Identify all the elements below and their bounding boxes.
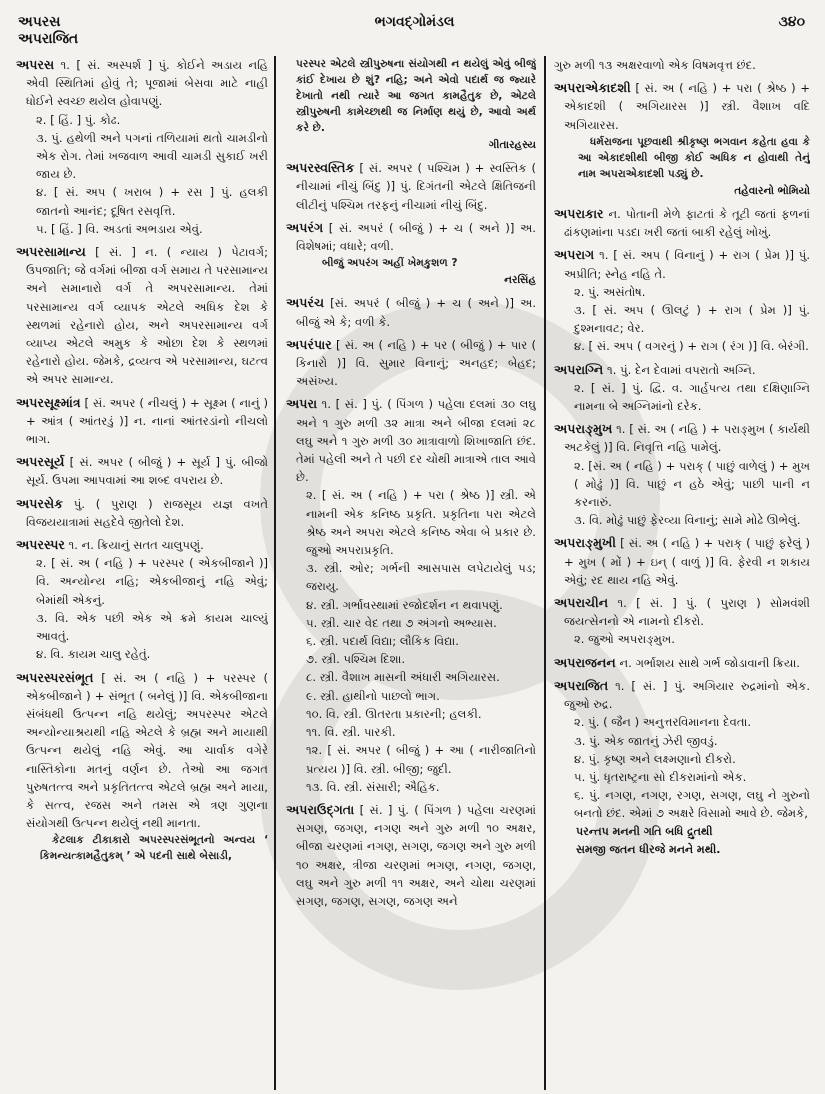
sense-text: ૪. [ સં. અપ ( વગરનું ) + રાગ ( રંગ )] વિ. બેરંગી. [574, 339, 809, 354]
sense-text: ૧. ન. ક્રિયાનું સતત ચાલુપણું. [68, 538, 204, 553]
headword: અપરંપાર [286, 336, 332, 352]
sense-text: ૩. [ સં. અપ ( ઊલટું ) + રાગ ( પ્રેમ )] પું. દુશ્મનાવટ; વેર. [574, 303, 810, 336]
dictionary-entry [16, 56, 268, 238]
headword: અપરાઙ્મુખી [554, 535, 616, 551]
headword: અપરંચ [286, 295, 325, 311]
sense-text: ૧૧. વિ. સ્ત્રી. પારકી. [306, 725, 396, 740]
headword: અપરાઉદ્ગતા [286, 801, 355, 817]
dictionary-entry [16, 243, 268, 389]
dictionary-entry [554, 594, 810, 649]
column-1 [16, 56, 268, 1090]
dictionary-entry [16, 394, 268, 449]
headword: અપરસામાન્ય [16, 244, 86, 260]
guide-word-first: અપરસ [18, 14, 61, 30]
sense-text: ૪. સ્ત્રી. ગર્ભાવસ્થામાં રજોદર્શન ન થવાપણું. [306, 597, 503, 612]
sense-text: ૯. સ્ત્રી. હાથીનો પાછલો ભાગ. [306, 688, 440, 703]
headword: અપરાચીન [554, 595, 609, 611]
sense-text: ૧૩. વિ. સ્ત્રી. સંસારી; ઐહિક. [306, 779, 440, 794]
headword: અપરસ્વસ્તિક [286, 160, 355, 176]
sense-text: [ સં. અ ( નહિ ) + પર ( બીજું ) + પાર ( કિનારો )] વિ. સુમાર વિનાનું; અનહદ; બેહદ; અસંખ્ય. [296, 337, 536, 389]
sense-text: ૨. [સં. અ ( નહિ ) + પરાક્ ( પાછું વાળેલું ) + મુખ ( મોઢું )] વિ. પાછું ન હઠે એવું; પાછી પાની ન કરનારું. [574, 458, 810, 510]
headword: અપરસ્પરસંભૂત [16, 669, 94, 685]
sense-text: ૭. સ્ત્રી. પશ્ચિમ દિશા. [306, 652, 406, 667]
sense-text: ૩. પું. એક જાતનું ઝેરી જીવડું. [574, 733, 718, 748]
sense-text: ૪. વિ. કાયમ ચાલુ રહેતું. [36, 647, 151, 662]
sense-text: ૨. જુઓ અપરાઙ્મુખ. [574, 632, 675, 647]
poem-line: પરન્તપ મનની ગતિ બધિ દ્રુતથી [576, 824, 713, 838]
sense-text: ૨. [ સં. અ ( નહિ ) + પરસ્પર ( એકબીજાને )] વિ. અન્યોન્ય નહિ; એકબીજાનું નહિ એવું; બેમાંથી એકનું. [36, 556, 268, 607]
sense-text: ૧. [ સં. ] પું. ( પુરાણ ) સોમવંશી જયત્સેનનો એ નામનો દીકરો. [564, 596, 810, 629]
column-3 [554, 56, 810, 1090]
sense-text: ૮. સ્ત્રી. વૈશાખ માસની અંધારી અગિયારસ. [306, 670, 500, 685]
column-divider [544, 56, 546, 1090]
sense-text: ૨. પું. ( જૈન ) અનુત્તરવિમાનના દેવતા. [574, 715, 752, 730]
sense-text: [ સં. અપર ( બીજું ) + સૂર્ય ] પું. બીજો સૂર્ય. ઉપમા આપવામાં આ શબ્દ વપરાય છે. [26, 455, 268, 488]
dictionary-entry [554, 79, 810, 200]
citation-quote: કેટલાક ટીકાકારો અપરસ્પરસંભૂતનો અન્વય ‘ કિમન્યત્કામહૈતુકમ્ ’ એ પદની સાથે બેસાડી, [40, 834, 268, 863]
guide-word-last: અપરાજિત [18, 31, 79, 47]
dictionary-entry [16, 495, 268, 531]
headword: અપરસ્પર [16, 537, 65, 553]
headword: અપરસ [16, 57, 55, 72]
dictionary-entry [554, 654, 810, 672]
sense-text: ૧૨. [ સં. અપર ( બીજું ) + આ ( નારીજાતિનો પ્રત્યય )] વિ. સ્ત્રી. બીજી; જુદી. [306, 743, 536, 776]
dictionary-entry [286, 801, 536, 910]
sense-text: ૨. [ સં. અ ( નહિ ) + પરા ( શ્રેષ્ઠ )] સ્ત્રી. એ નામની એક કનિષ્ઠ પ્રકૃતિ. પ્રકૃતિના પરા એટલે શ્રેષ્ઠ અને અપરા એટલે કનિષ્ઠ એવા બે પ્રકાર છે. જુઓ અપરાપ્રકૃતિ. [306, 488, 536, 558]
sense-text: [ સં. અપર ( નીચલું ) + સૂક્ષ્મ ( નાનું ) + આંત્ર ( આંતરડું )] ન. નાનાં આંતરડાંનો નીચલો ભાગ. [26, 395, 268, 447]
sense-text: ન. ગર્ભાશય સાથે ગર્ભ જોડાવાની ક્રિયા. [619, 655, 800, 670]
sense-text: ૨. [ હિં. ] પું. કોઢ. [36, 112, 121, 127]
headword: અપરાગ [554, 247, 595, 263]
headword: અપરસૂક્ષ્માંત્ર [16, 394, 81, 410]
quote-attribution: નરસિંહ [504, 274, 536, 287]
dictionary-entry [16, 669, 268, 865]
headword: અપરાજિત [554, 677, 609, 693]
sense-text: [ સં. અ ( નહિ ) + પરસ્પર ( એકબીજાને ) + સંભૂત ( બનેલું )] વિ. એકબીજાના સંબંધથી ઉત્પન્ન નહિ થયેલું; અપરસ્પર એટલે અન્યોન્યાશ્રયથી નહિ એટલે કે બ્રહ્મ અને માયાથી ઉત્પન્ન થયેલું નહિ એવું. આ ચાર્વાક વગેરે નાસ્તિકોના મતનું વર્ણન છે. તેઓ આ જગત પુરુષતત્ત્વ અને પ્રકૃતિતત્ત્વ એટલે બ્રહ્મ અને માયા, કે સત્ત્વ, રજસ અને તમસ એ ત્રણ ગુણના સંયોગથી ઉત્પન્ન થયેલું નથી માનતા. [26, 670, 268, 831]
dictionary-entry [554, 677, 810, 859]
dictionary-entry [286, 159, 536, 214]
sense-text: [ સં. અપરં ( બીજું ) + ચ ( અને )] અ. વિશેષમાં; વધારે; વળી. [296, 220, 536, 254]
sense-text: ૧. [ સં. અપ ( વિનાનું ) + રાગ ( પ્રેમ )] પું. અપ્રીતિ; સ્નેહ નહિ તે. [564, 248, 810, 281]
sense-text: ૫. પું. ધૃતરાષ્ટ્રના સો દીકરામાંનો એક. [574, 769, 747, 784]
headword: અપરસેક [16, 495, 64, 511]
dictionary-entry [286, 294, 536, 330]
headword: અપરાઙ્મુખ [554, 421, 613, 437]
dictionary-entry [286, 336, 536, 391]
dictionary-entry [554, 246, 810, 355]
poem-line: સમજી જતન ધીરજે મનને મથી. [576, 842, 721, 856]
sense-text: ૧. [ સં. અસ્પર્શ ] પું. કોઈને અડાય નહિ એવી સ્થિતિમાં હોવું તે; પૂજામાં બેસવા માટે નાહી ધોઈને સ્વચ્છ થયેલ હોવાપણું. [26, 58, 268, 109]
sense-text: [ સં. અ ( નહિ ) + પરાક્ ( પાછું ફરેલું ) + મુખ ( મોં ) + ઇન્ ( વાળું )] વિ. ફેરવી ન શકાય એવું; રદ થાય નહિ એવું. [564, 536, 810, 587]
sense-text: ૪. પું. કૃષ્ણ અને લક્ષ્મણાનો દીકરો. [574, 751, 736, 766]
sense-text: [ સં. અ ( નહિ ) + પરા ( શ્રેષ્ઠ ) + એકાદશી ( અગિયારસ )] સ્ત્રી. વૈશાખ વદિ અગિયારસ. [564, 81, 810, 132]
dictionary-entry [554, 361, 810, 416]
dictionary-columns [16, 56, 816, 1090]
dictionary-entry [16, 536, 268, 663]
page-header [18, 14, 811, 54]
headword: અપરંગ [286, 219, 324, 235]
sense-text: ન. પોતાની મેળે ફાટતાં કે તૂટી જતાં ફળનાં ઢાંકણમાંના પડદા ખરી જતાં બાકી રહેલું ખોખું. [564, 207, 810, 240]
sense-text: ૬. સ્ત્રી. પદાર્થ વિદ્યા; લૌકિક વિદ્યા. [306, 634, 459, 649]
dictionary-entry [554, 205, 810, 241]
dictionary-entry [286, 395, 536, 795]
headword: અપરાકાર [554, 206, 604, 222]
headword: અપરાએકાદશી [554, 80, 631, 96]
column-2 [286, 56, 536, 1090]
sense-text: [ સં. ] ન. ( ન્યાય ) પેટાવર્ગ; ઉપજાતિ; જે વર્ગમાં બીજા વર્ગ સમાય તે પરસામાન્ય અને સમાનારો વર્ગ તે અપરસામાન્ય. તેમાં પરસામાન્ય વર્ગ વ્યાપક એટલે અધિક દેશ કે સ્થળમાં રહેનારો હોય, અને અપરસામાન્ય વર્ગ વ્યાપ્ય એટલે અમુક કે ઓછા દેશ કે સ્થળમાં રહેનારો હોય. જેમકે, દ્રવ્યત્વ એ પરસામાન્ય, ઘટત્વ એ અપર સામાન્ય. [26, 245, 268, 387]
headword: અપરાજનન [554, 654, 616, 670]
sense-text: ૩. સ્ત્રી. ઓર; ગર્ભની આસપાસ લપેટાયેલું પડ; જરાયુ. [306, 561, 536, 594]
sense-text: ૫. [ હિં. ] વિ. અડતાં અભડાય એવું. [36, 221, 203, 236]
quote-attribution: ગીતારહસ્ય [488, 139, 536, 151]
headword: અપરસૂર્ય [16, 454, 65, 470]
dictionary-entry [554, 534, 810, 589]
dictionary-entry [16, 453, 268, 489]
sense-text: ૩. વિ. એક પછી એક એ ક્રમે કાયમ ચાલ્યું આવતું. [36, 610, 268, 644]
sense-text: ૬. પું. નગણ, નગણ, રગણ, સગણ, લઘુ ને ગુરુનો બનતો છંદ. એમાં ૭ અક્ષરે વિસામો આવે છે. જેમકે, [574, 788, 810, 821]
sense-text: ૫. સ્ત્રી. ચાર વેદ તથા ૭ અંગનો અભ્યાસ. [306, 615, 497, 630]
column-divider [274, 56, 276, 1090]
dictionary-title: ભગવદ્ગોમંડલ [374, 14, 455, 30]
sense-text: પું. ( પુરાણ ) રાજસૂય યજ્ઞ વખતે વિજયયાત્રામાં સહદેવે જીતેલો દેશ. [26, 496, 268, 529]
sense-text: ૩. પું. હથેળી અને પગનાં તળિયામાં થતો ચામડીનો એક રોગ. તેમાં ખજવાળ આવી ચામડી સુકાઈ ખરી જાય છે. [36, 130, 268, 182]
quote-attribution: તહેવારનો ભોમિયો [734, 184, 810, 197]
sense-text: ૨. પું. અસંતોષ. [574, 284, 646, 299]
sense-text: ૪. [ સં. અપ ( ખરાબ ) + રસ ] પું. હલકી જાતનો આનંદ; દૂષિત રસવૃત્તિ. [36, 185, 268, 218]
sense-text: [ સં. અપર ( પશ્ચિમ ) + સ્વસ્તિક ( નીચામાં નીચું બિંદુ )] પું. દિગંતની એટલે ક્ષિતિજની લીટીનું પશ્ચિમ તરફનું નીચામાં નીચું બિંદુ. [296, 161, 536, 212]
continued-text: ગુરુ મળી ૧૩ અક્ષરવાળો એક વિષમવૃત્ત છંદ. [554, 58, 756, 72]
headword: અપરાગ્નિ [554, 361, 604, 377]
dictionary-entry [286, 219, 536, 290]
sense-text: ૧. પું. દેન દેવામાં વપરાતો અગ્નિ. [607, 362, 756, 377]
citation-quote: બીજું અપરંગ અહીં ખેમકુશળ ? [322, 257, 458, 270]
citation-quote: ધર્મરાજના પૂછવાથી શ્રીકૃષ્ણ ભગવાન કહેતા હવા કે આ એકાદશીથી બીજી કોઈ અધિક ન હોવાથી તેનું નામ અપરાએકાદશી પડ્યું છે. [578, 135, 810, 180]
headword: અપરા [286, 396, 318, 412]
sense-text: ૧. [ સં. ] પું. અગિયાર રુદ્રમાંનો એક. જુઓ રુદ્ર. [564, 678, 810, 712]
dictionary-entry [554, 420, 810, 529]
sense-text: [ સં. ] પું. ( પિંગળ ) પહેલા ચરણમાં સગણ, જગણ, નગણ અને ગુરુ મળી ૧૦ અક્ષર, બીજા ચરણમાં નગણ, સગણ, જગણ અને ગુરુ મળી ૧૦ અક્ષર, ત્રીજા ચરણમાં ભગણ, નગણ, જગણ, લઘુ અને ગુરુ મળી ૧૧ અક્ષર, અને ચોથા ચરણમાં સગણ, જગણ, સગણ, જગણ અને [296, 802, 536, 908]
sense-text: ૨. [ સં. ] પું. દ્વિ. વ. ગાર્હપત્ય તથા દક્ષિણાગ્નિ નામના બે અગ્નિમાંનો દરેક. [574, 380, 810, 414]
sense-text: [સં. અપરં ( બીજું ) + ચ ( અને )] અ. બીજું એ કે; વળી કે. [296, 296, 536, 329]
continued-quote: પરસ્પર એટલે સ્ત્રીપુરુષના સંયોગથી ન થયેલું એવું બીજું કાંઈ દેખાય છે શું? નહિ; અને એવો પદાર્થ જ જ્યારે દેખાતો નથી ત્યારે આ જગત કામહૈતુક છે, એટલે સ્ત્રીપુરુષની કામેચ્છાથી જ નિર્માણ થયું છે, આવો અર્થ કરે છે. ગીતારહસ્ય [286, 56, 536, 154]
sense-text: ૧. [ સં. ] પું. ( પિંગળ ) પહેલા દલમાં ૩૦ લઘુ અને ૧ ગુરુ મળી ૩૨ માત્રા અને બીજા દલમાં ૨૮ લઘુ અને ૧ ગુરુ મળી ૩૦ માત્રાવાળો શિખાજાતિ છંદ. તેમાં પહેલી અને તે પછી દર ચોથી માત્રાએ તાલ આવે છે. [296, 397, 536, 485]
sense-text: ૧. [ સં. અ ( નહિ ) + પરાઙ્મુખ ( કાર્યથી અટકેલું )] વિ. નિવૃત્તિ નહિ પામેલું. [564, 422, 810, 455]
sense-text: ૩. વિ. મોઢું પાછું ફેરવ્યા વિનાનું; સામે મોઢે ઊભેલું. [574, 513, 801, 528]
sense-text: ૧૦. વિ. સ્ત્રી. ઊતરતા પ્રકારની; હલકી. [306, 706, 482, 721]
page-number: ૩૪૦ [778, 14, 805, 30]
